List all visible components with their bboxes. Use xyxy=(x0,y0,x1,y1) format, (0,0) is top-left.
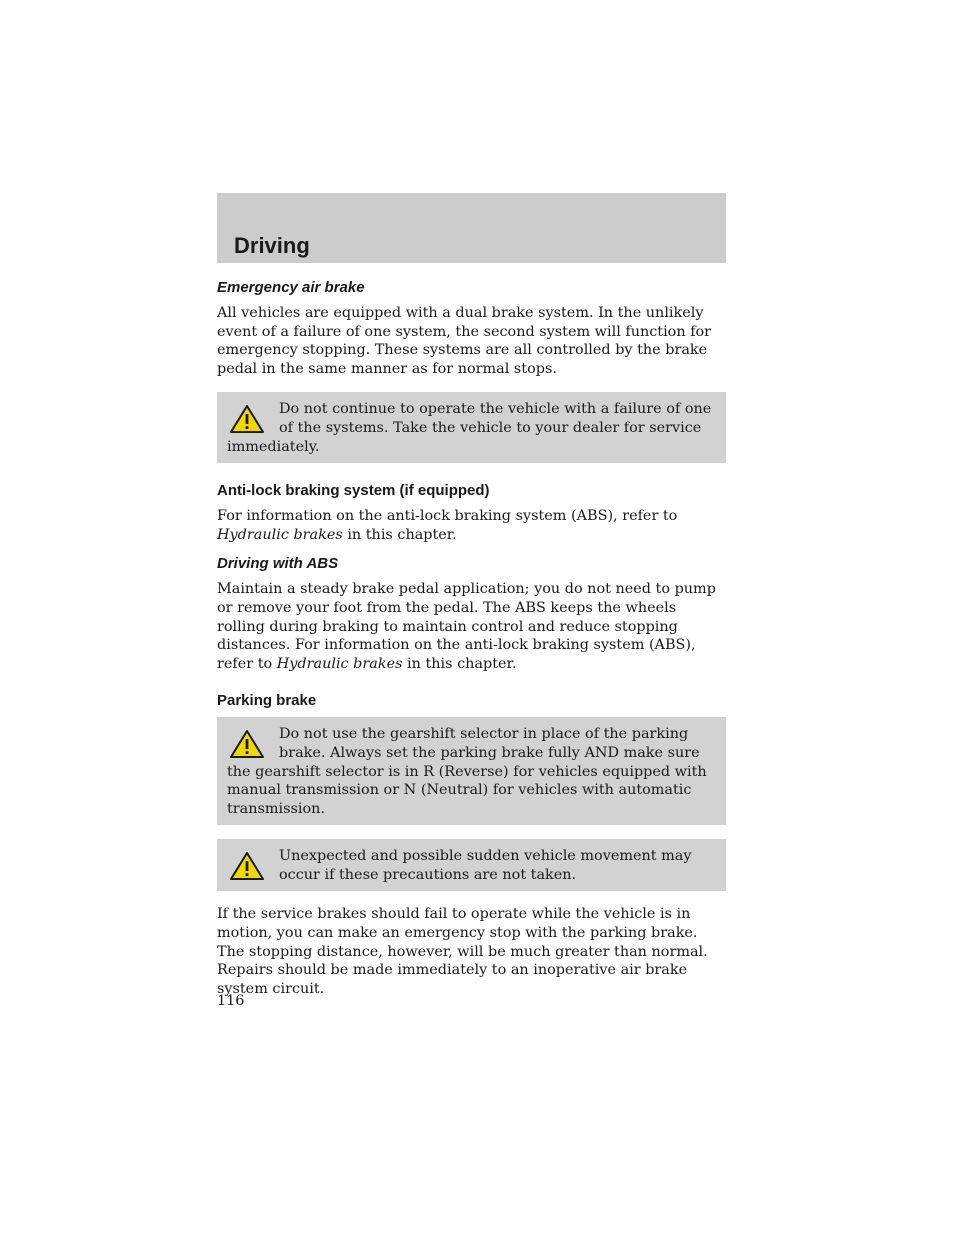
abs-body-prefix: For information on the anti-lock braking system (ABS), refer to xyxy=(217,508,678,525)
driving-with-abs-body-link: Hydraulic brakes xyxy=(276,655,403,672)
abs-body-suffix: in this chapter. xyxy=(347,526,457,543)
warning-box-vehicle-movement xyxy=(217,839,726,891)
warning-triangle-icon xyxy=(229,404,265,434)
warning-box-dual-brake xyxy=(217,392,726,463)
emergency-air-brake-body: All vehicles are equipped with a dual brake system. In the unlikely event of a failure of one system, the second system will function for emergency stopping. These systems are all controlled by the brake pedal in the same manner as for normal stops. xyxy=(217,305,712,377)
page-number: 116 xyxy=(217,993,245,1009)
parking-brake-heading: Parking brake xyxy=(217,692,317,710)
parking-brake-body: If the service brakes should fail to operate while the vehicle is in motion, you can make an emergency stop with the parking brake. The stopping distance, however, will be much greater than normal. Repairs should be made immediately to an inoperative air brake system circuit. xyxy=(217,906,708,997)
warning-text-vehicle-movement: Unexpected and possible sudden vehicle movement may occur if these precautions are not taken. xyxy=(279,848,692,883)
warning-box-gearshift xyxy=(217,717,726,825)
warning-triangle-icon xyxy=(229,851,265,881)
page-content xyxy=(217,278,726,998)
driving-with-abs-body xyxy=(217,580,726,673)
section-title: Driving xyxy=(234,233,310,258)
driving-with-abs-body-suffix: in this chapter. xyxy=(407,655,517,672)
driving-with-abs-body-text: Maintain a steady brake pedal application; you do not need to pump or remove your foot from the pedal. The ABS keeps the wheels rolling during braking to maintain control and reduce stopping distances. For information on the anti-lock braking system (ABS), refer to xyxy=(217,581,716,672)
abs-body-link: Hydraulic brakes xyxy=(217,526,343,543)
warning-text-gearshift: Do not use the gearshift selector in place of the parking brake. Always set the parking brake fully AND make sure the gearshift selector is in R (Reverse) for vehicles equipped with manual transmission or N (Neutral) for vehicles with automatic transmission. xyxy=(227,726,707,817)
section-header-band xyxy=(217,193,726,263)
abs-body xyxy=(217,507,726,544)
abs-heading: Anti-lock braking system (if equipped) xyxy=(217,482,490,500)
warning-text-dual-brake: Do not continue to operate the vehicle with a failure of one of the systems. Take the vehicle to your dealer for service immediately. xyxy=(227,401,712,455)
warning-triangle-icon xyxy=(229,729,265,759)
emergency-air-brake-heading: Emergency air brake xyxy=(217,279,365,296)
driving-with-abs-heading: Driving with ABS xyxy=(217,555,339,573)
